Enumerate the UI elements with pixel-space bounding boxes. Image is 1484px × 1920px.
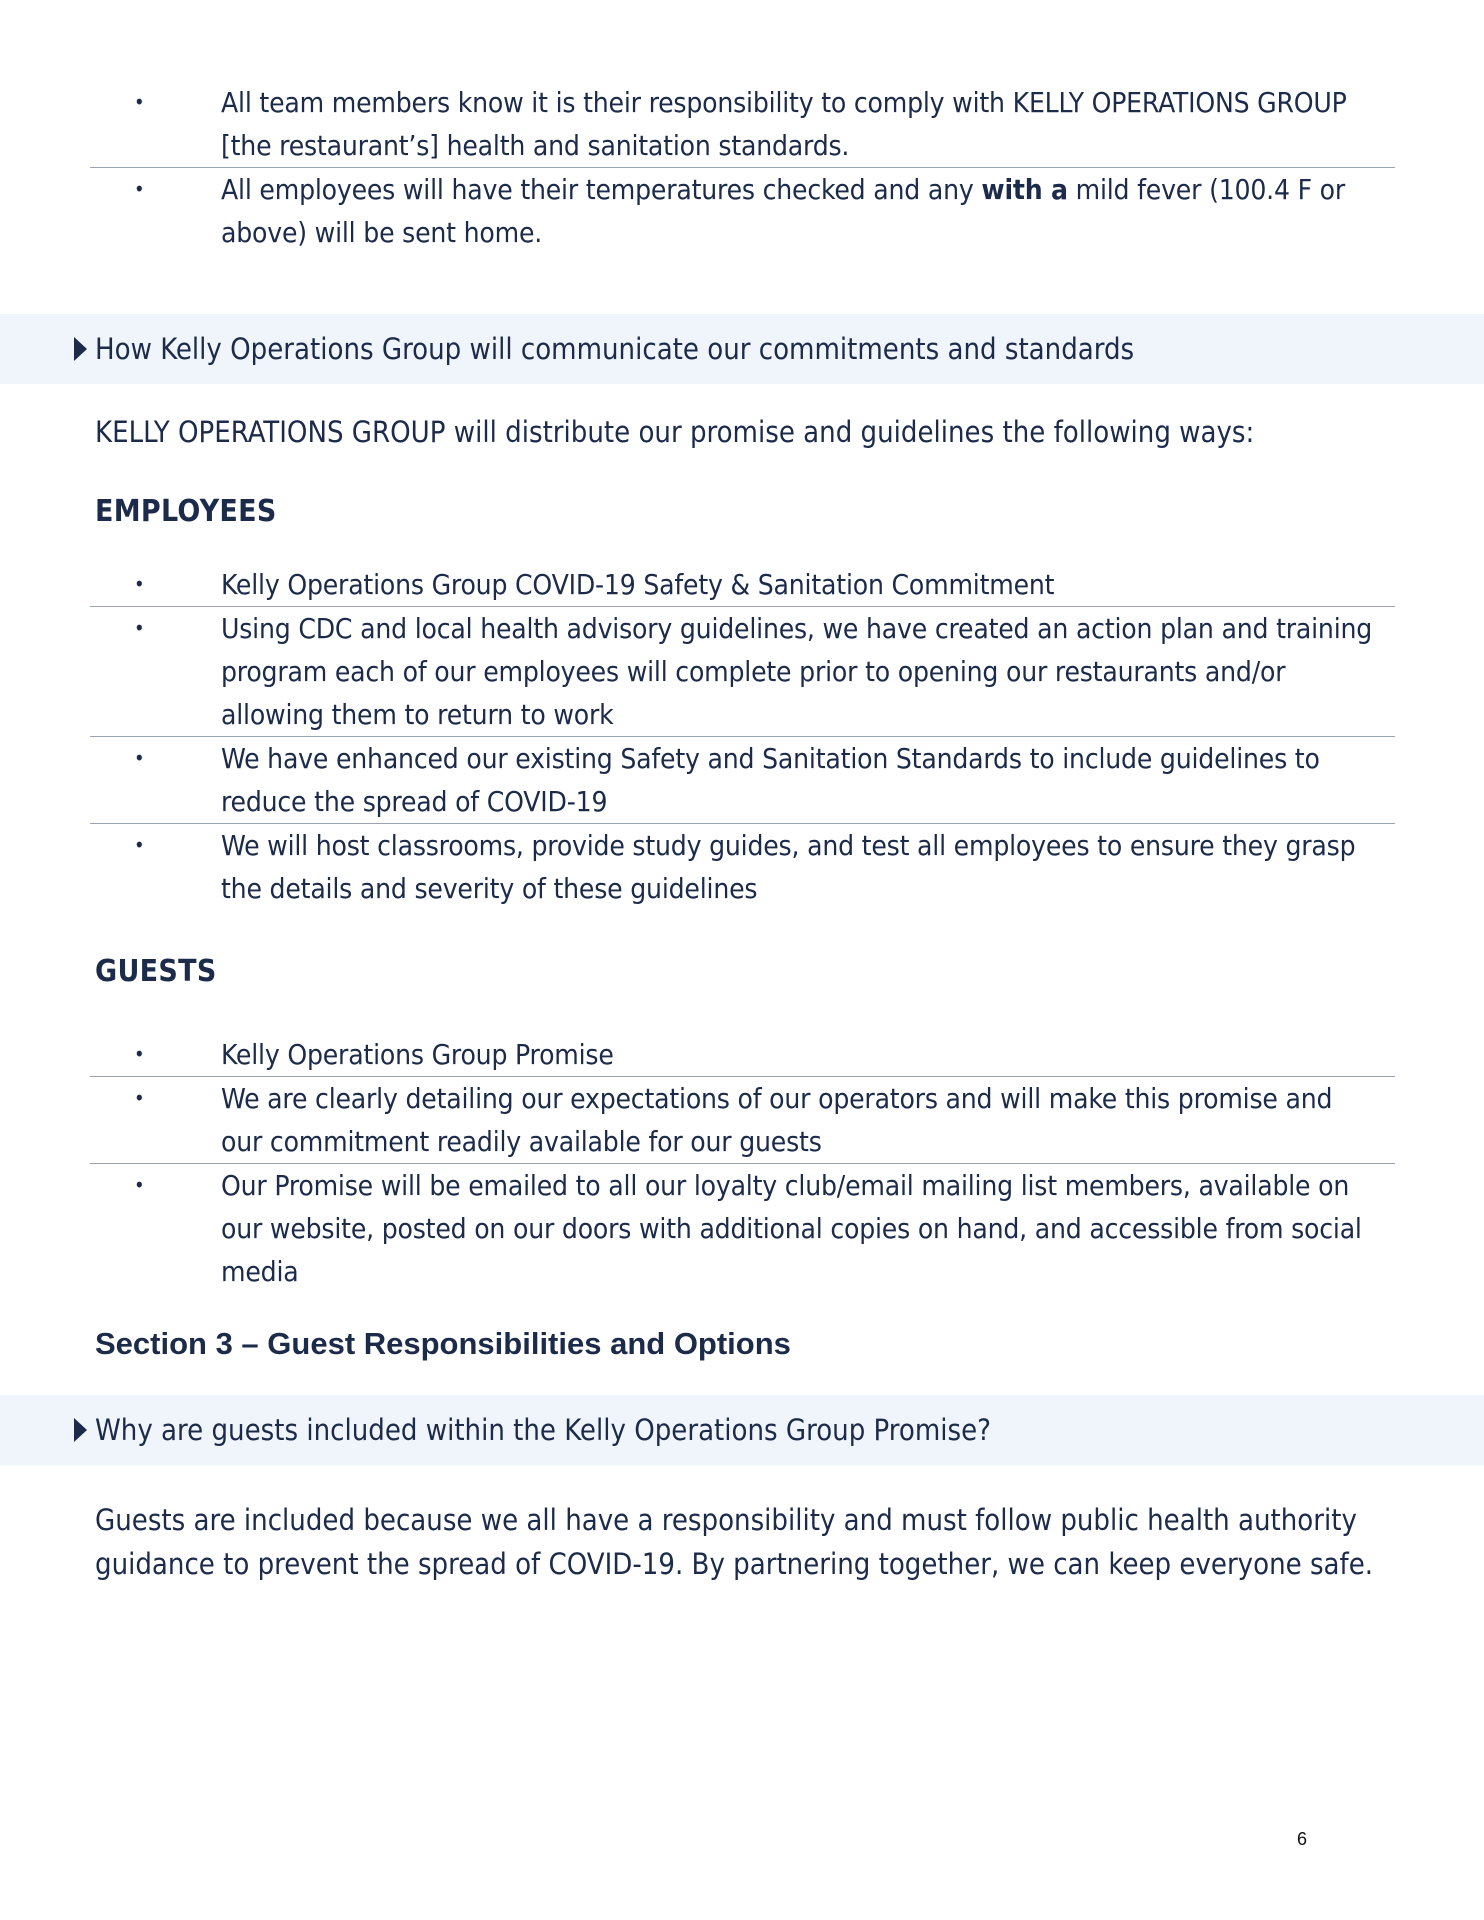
employees-heading: EMPLOYEES (95, 494, 277, 529)
list-item-text: We are clearly detailing our expectations of our operators and will make this promise and our commitment readily available for our guests (221, 1082, 1333, 1158)
list-item-bold-text: with a (981, 173, 1068, 206)
list-item-text: Using CDC and local health advisory guidelines, we have created an action plan and training program each of our employees will complete prior to opening our restaurants and/or allowing them to return to work (221, 612, 1373, 731)
page-number: 6 (1297, 1829, 1308, 1849)
triangle-right-icon (74, 1418, 87, 1442)
section-bar-title: How Kelly Operations Group will communicate our commitments and standards (95, 332, 1135, 366)
list-item (90, 1076, 1395, 1163)
list-item-text: All team members know it is their responsibility to comply with KELLY OPERATIONS GROUP [the restaurant’s] health and sanitation standards. (221, 86, 1347, 162)
bullet: • (134, 746, 145, 770)
list-item (90, 81, 1395, 167)
list-item-text-tail: mild fever (100.4 F or above) will be sent home. (221, 173, 1346, 249)
bullet: • (134, 1173, 145, 1197)
list-item (90, 736, 1395, 823)
list-item-text: We will host classrooms, provide study guides, and test all employees to ensure they grasp the details and severity of these guidelines (221, 829, 1356, 905)
intro-paragraph: KELLY OPERATIONS GROUP will distribute our promise and guidelines the following ways: (95, 415, 1255, 449)
list-item (90, 563, 1395, 606)
bullet: • (134, 177, 145, 201)
list-item-text: Our Promise will be emailed to all our loyalty club/email mailing list members, available on our website, posted on our doors with additional copies on hand, and accessible from social media (221, 1169, 1362, 1288)
list-item (90, 823, 1395, 910)
list-item-text: Kelly Operations Group COVID-19 Safety & Sanitation Commitment (221, 568, 1055, 601)
section-bar-title: Why are guests included within the Kelly Operations Group Promise? (95, 1413, 991, 1447)
guests-list (90, 1033, 1395, 1293)
bullet: • (134, 833, 145, 857)
bullet: • (134, 1086, 145, 1110)
section-bar-communicate (0, 314, 1484, 384)
bullet: • (134, 572, 145, 596)
list-item (90, 606, 1395, 736)
list-item (90, 1033, 1395, 1076)
bullet: • (134, 616, 145, 640)
employees-list (90, 563, 1395, 910)
list-item-text: We have enhanced our existing Safety and Sanitation Standards to include guidelines to reduce the spread of COVID-19 (221, 742, 1320, 818)
section-3-title: Section 3 – Guest Responsibilities and Options (95, 1326, 791, 1361)
guests-paragraph: Guests are included because we all have a responsibility and must follow public health authority guidance to prevent the spread of COVID-19. By partnering together, we can keep everyone safe. (95, 1503, 1374, 1581)
list-item-text: All employees will have their temperatures checked and any (221, 173, 982, 206)
section-bar-why-guests (0, 1395, 1484, 1465)
list-item (90, 167, 1395, 254)
bullet: • (134, 90, 145, 114)
health-standards-list (90, 81, 1395, 254)
bullet: • (134, 1042, 145, 1066)
triangle-right-icon (74, 337, 87, 361)
guests-heading: GUESTS (95, 954, 217, 989)
list-item (90, 1163, 1395, 1293)
list-item-text: Kelly Operations Group Promise (221, 1038, 614, 1071)
